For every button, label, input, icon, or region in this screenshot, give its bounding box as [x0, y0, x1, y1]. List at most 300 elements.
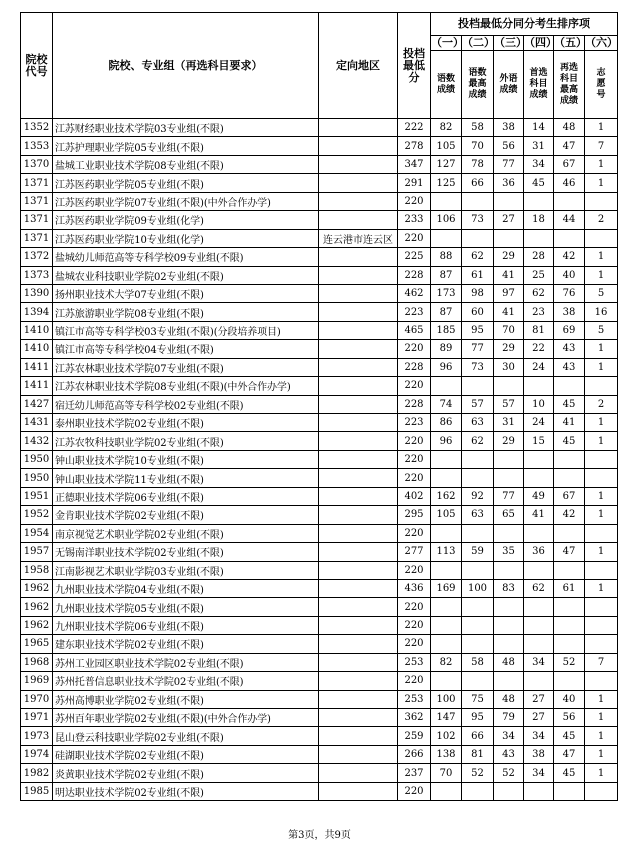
table-row [21, 672, 618, 690]
cell-rank-second-subject-max: 67 [554, 487, 585, 505]
cell-rank-second-subject-max [554, 598, 585, 616]
cell-rank-chinese-math-max: 95 [462, 709, 494, 727]
cell-min-score: 266 [398, 745, 431, 763]
cell-rank-first-subject: 34 [524, 155, 554, 173]
cell-rank-foreign-lang [494, 598, 524, 616]
cell-rank-preference-no: 1 [585, 432, 618, 450]
cell-region [319, 432, 398, 450]
cell-school-code: 1962 [21, 579, 53, 597]
table-row [21, 524, 618, 542]
cell-school-group-name: 钟山职业技术学院10专业组(不限) [53, 450, 319, 468]
cell-rank-second-subject-max: 40 [554, 690, 585, 708]
cell-rank-foreign-lang: 48 [494, 653, 524, 671]
cell-rank-foreign-lang: 29 [494, 432, 524, 450]
cell-region [319, 506, 398, 524]
cell-rank-chinese-math: 88 [431, 248, 462, 266]
cell-rank-preference-no: 1 [585, 414, 618, 432]
cell-rank-second-subject-max [554, 672, 585, 690]
cell-region [319, 598, 398, 616]
cell-rank-second-subject-max [554, 469, 585, 487]
cell-rank-first-subject: 36 [524, 543, 554, 561]
cell-region [319, 635, 398, 653]
cell-school-code: 1431 [21, 414, 53, 432]
cell-rank-first-subject [524, 782, 554, 800]
cell-min-score: 220 [398, 450, 431, 468]
cell-rank-preference-no: 1 [585, 487, 618, 505]
cell-rank-foreign-lang: 77 [494, 487, 524, 505]
cell-min-score: 223 [398, 303, 431, 321]
cell-rank-chinese-math: 185 [431, 321, 462, 339]
cell-rank-chinese-math-max: 70 [462, 137, 494, 155]
cell-rank-chinese-math-max [462, 229, 494, 247]
cell-region [319, 653, 398, 671]
cell-min-score: 220 [398, 377, 431, 395]
cell-rank-chinese-math [431, 469, 462, 487]
cell-region [319, 321, 398, 339]
cell-rank-chinese-math: 70 [431, 764, 462, 782]
cell-rank-chinese-math: 138 [431, 745, 462, 763]
cell-rank-second-subject-max [554, 635, 585, 653]
cell-rank-foreign-lang [494, 377, 524, 395]
cell-rank-foreign-lang: 27 [494, 211, 524, 229]
cell-rank-foreign-lang: 57 [494, 395, 524, 413]
cell-rank-foreign-lang [494, 635, 524, 653]
cell-school-group-name: 扬州职业技术大学07专业组(不限) [53, 284, 319, 302]
table-row [21, 192, 618, 210]
cell-school-code: 1411 [21, 358, 53, 376]
cell-school-group-name: 苏州工业园区职业技术学院02专业组(不限) [53, 653, 319, 671]
table-row [21, 229, 618, 247]
cell-rank-foreign-lang: 83 [494, 579, 524, 597]
cell-school-code: 1410 [21, 321, 53, 339]
cell-region [319, 616, 398, 634]
cell-rank-first-subject [524, 192, 554, 210]
table-row [21, 653, 618, 671]
cell-school-code: 1432 [21, 432, 53, 450]
cell-rank-foreign-lang: 34 [494, 727, 524, 745]
cell-school-code: 1950 [21, 450, 53, 468]
cell-min-score: 253 [398, 653, 431, 671]
cell-rank-second-subject-max: 43 [554, 358, 585, 376]
cell-school-group-name: 宿迁幼儿师范高等专科学校02专业组(不限) [53, 395, 319, 413]
cell-school-group-name: 江苏医药职业学院10专业组(化学) [53, 229, 319, 247]
table-row [21, 340, 618, 358]
cell-rank-chinese-math-max: 98 [462, 284, 494, 302]
cell-rank-preference-no: 1 [585, 340, 618, 358]
cell-rank-second-subject-max: 45 [554, 764, 585, 782]
cell-school-group-name: 江苏医药职业学院09专业组(化学) [53, 211, 319, 229]
cell-school-code: 1952 [21, 506, 53, 524]
cell-min-score: 223 [398, 414, 431, 432]
cell-rank-chinese-math-max: 77 [462, 340, 494, 358]
cell-rank-chinese-math: 82 [431, 653, 462, 671]
cell-rank-chinese-math: 105 [431, 137, 462, 155]
cell-rank-second-subject-max: 38 [554, 303, 585, 321]
cell-school-code: 1390 [21, 284, 53, 302]
cell-rank-preference-no: 1 [585, 266, 618, 284]
cell-rank-chinese-math: 96 [431, 358, 462, 376]
cell-rank-first-subject: 28 [524, 248, 554, 266]
cell-region [319, 137, 398, 155]
cell-rank-preference-no: 1 [585, 727, 618, 745]
cell-rank-preference-no [585, 469, 618, 487]
cell-rank-chinese-math [431, 524, 462, 542]
cell-rank-first-subject: 81 [524, 321, 554, 339]
cell-rank-chinese-math: 113 [431, 543, 462, 561]
cell-school-group-name: 江苏医药职业学院07专业组(不限)(中外合作办学) [53, 192, 319, 210]
header-school-code: 院校 代号 [21, 13, 53, 119]
cell-rank-chinese-math-max [462, 192, 494, 210]
cell-school-group-name: 苏州高博职业学院02专业组(不限) [53, 690, 319, 708]
cell-rank-foreign-lang [494, 672, 524, 690]
cell-school-code: 1969 [21, 672, 53, 690]
cell-rank-first-subject: 18 [524, 211, 554, 229]
cell-rank-first-subject [524, 598, 554, 616]
cell-school-group-name: 江苏农林职业技术学院07专业组(不限) [53, 358, 319, 376]
cell-rank-chinese-math-max [462, 450, 494, 468]
cell-school-group-name: 江苏医药职业学院05专业组(不限) [53, 174, 319, 192]
rank-col-label: 首选 科目 成绩 [524, 51, 554, 119]
cell-school-group-name: 无锡南洋职业技术学院02专业组(不限) [53, 543, 319, 561]
cell-school-code: 1353 [21, 137, 53, 155]
cell-school-group-name: 江苏农牧科技职业学院02专业组(不限) [53, 432, 319, 450]
cell-school-group-name: 正德职业技术学院06专业组(不限) [53, 487, 319, 505]
cell-rank-second-subject-max: 47 [554, 137, 585, 155]
table-row [21, 690, 618, 708]
table-row [21, 414, 618, 432]
cell-rank-chinese-math-max: 63 [462, 414, 494, 432]
rank-col-number: （二） [462, 36, 495, 49]
table-row [21, 506, 618, 524]
cell-rank-first-subject: 41 [524, 506, 554, 524]
header-rank-group: 投档最低分同分考生排序项 [431, 13, 618, 36]
cell-rank-chinese-math-max [462, 635, 494, 653]
cell-rank-chinese-math: 86 [431, 414, 462, 432]
cell-school-group-name: 建东职业技术学院02专业组(不限) [53, 635, 319, 653]
cell-rank-foreign-lang [494, 469, 524, 487]
cell-rank-foreign-lang: 70 [494, 321, 524, 339]
table-row [21, 764, 618, 782]
cell-school-group-name: 金肯职业技术学院02专业组(不限) [53, 506, 319, 524]
cell-rank-chinese-math: 169 [431, 579, 462, 597]
cell-min-score: 291 [398, 174, 431, 192]
cell-region [319, 284, 398, 302]
cell-rank-second-subject-max: 52 [554, 653, 585, 671]
cell-rank-first-subject: 22 [524, 340, 554, 358]
table-row [21, 561, 618, 579]
cell-rank-second-subject-max [554, 616, 585, 634]
cell-rank-foreign-lang [494, 229, 524, 247]
cell-rank-foreign-lang: 97 [494, 284, 524, 302]
cell-rank-foreign-lang: 52 [494, 764, 524, 782]
cell-rank-foreign-lang: 29 [494, 248, 524, 266]
cell-school-code: 1973 [21, 727, 53, 745]
cell-rank-first-subject [524, 561, 554, 579]
cell-rank-first-subject [524, 524, 554, 542]
cell-rank-second-subject-max: 76 [554, 284, 585, 302]
cell-min-score: 228 [398, 395, 431, 413]
cell-region [319, 450, 398, 468]
cell-rank-chinese-math: 147 [431, 709, 462, 727]
cell-region [319, 248, 398, 266]
cell-rank-foreign-lang: 43 [494, 745, 524, 763]
cell-rank-chinese-math-max: 78 [462, 155, 494, 173]
table-row [21, 616, 618, 634]
cell-rank-chinese-math-max [462, 616, 494, 634]
cell-rank-preference-no: 1 [585, 358, 618, 376]
cell-min-score: 220 [398, 561, 431, 579]
cell-rank-foreign-lang [494, 524, 524, 542]
cell-rank-first-subject: 15 [524, 432, 554, 450]
cell-rank-chinese-math-max: 66 [462, 727, 494, 745]
cell-rank-chinese-math-max [462, 524, 494, 542]
cell-school-group-name: 昆山登云科技职业学院02专业组(不限) [53, 727, 319, 745]
cell-rank-chinese-math: 87 [431, 266, 462, 284]
cell-region: 连云港市连云区 [319, 229, 398, 247]
cell-rank-second-subject-max [554, 782, 585, 800]
table-row [21, 321, 618, 339]
cell-rank-foreign-lang: 65 [494, 506, 524, 524]
cell-min-score: 225 [398, 248, 431, 266]
cell-rank-first-subject: 62 [524, 284, 554, 302]
cell-school-group-name: 江苏护理职业学院05专业组(不限) [53, 137, 319, 155]
cell-rank-chinese-math [431, 672, 462, 690]
header-min-score: 投档 最低 分 [398, 13, 431, 119]
cell-rank-foreign-lang: 31 [494, 414, 524, 432]
cell-rank-chinese-math-max: 95 [462, 321, 494, 339]
cell-rank-chinese-math-max [462, 598, 494, 616]
table-row [21, 598, 618, 616]
cell-rank-chinese-math [431, 598, 462, 616]
cell-school-code: 1962 [21, 616, 53, 634]
cell-rank-chinese-math-max [462, 782, 494, 800]
cell-rank-chinese-math-max [462, 561, 494, 579]
cell-min-score: 220 [398, 598, 431, 616]
cell-rank-chinese-math-max: 59 [462, 543, 494, 561]
table-row [21, 450, 618, 468]
cell-school-group-name: 泰州职业技术学院02专业组(不限) [53, 414, 319, 432]
cell-school-group-name: 江苏旅游职业学院08专业组(不限) [53, 303, 319, 321]
table-row [21, 119, 618, 137]
cell-rank-foreign-lang: 41 [494, 303, 524, 321]
cell-school-code: 1371 [21, 174, 53, 192]
cell-rank-chinese-math-max: 58 [462, 653, 494, 671]
cell-school-code: 1974 [21, 745, 53, 763]
cell-rank-preference-no: 1 [585, 764, 618, 782]
cell-rank-preference-no: 1 [585, 690, 618, 708]
table-row [21, 579, 618, 597]
cell-rank-foreign-lang: 41 [494, 266, 524, 284]
cell-rank-preference-no [585, 192, 618, 210]
cell-school-code: 1370 [21, 155, 53, 173]
cell-rank-second-subject-max [554, 450, 585, 468]
cell-rank-second-subject-max [554, 229, 585, 247]
cell-region [319, 211, 398, 229]
cell-school-code: 1950 [21, 469, 53, 487]
cell-region [319, 377, 398, 395]
cell-rank-first-subject [524, 672, 554, 690]
cell-rank-chinese-math-max: 62 [462, 432, 494, 450]
cell-rank-preference-no: 16 [585, 303, 618, 321]
cell-rank-second-subject-max: 45 [554, 432, 585, 450]
cell-min-score: 220 [398, 524, 431, 542]
cell-school-group-name: 九州职业技术学院04专业组(不限) [53, 579, 319, 597]
cell-school-group-name: 南京视觉艺术职业学院02专业组(不限) [53, 524, 319, 542]
cell-school-group-name: 硅湖职业技术学院02专业组(不限) [53, 745, 319, 763]
cell-rank-foreign-lang [494, 561, 524, 579]
cell-rank-chinese-math: 173 [431, 284, 462, 302]
cell-rank-second-subject-max [554, 192, 585, 210]
cell-region [319, 266, 398, 284]
cell-rank-chinese-math: 125 [431, 174, 462, 192]
cell-rank-preference-no [585, 672, 618, 690]
cell-rank-first-subject: 34 [524, 727, 554, 745]
cell-rank-second-subject-max: 43 [554, 340, 585, 358]
cell-rank-foreign-lang: 29 [494, 340, 524, 358]
cell-rank-foreign-lang: 38 [494, 119, 524, 137]
cell-rank-first-subject [524, 469, 554, 487]
cell-rank-chinese-math [431, 561, 462, 579]
cell-school-code: 1958 [21, 561, 53, 579]
cell-rank-chinese-math [431, 635, 462, 653]
rank-col-label: 再选 科目 最高 成绩 [554, 51, 585, 119]
cell-rank-second-subject-max [554, 561, 585, 579]
cell-region [319, 395, 398, 413]
cell-rank-chinese-math-max [462, 469, 494, 487]
table-row [21, 543, 618, 561]
header-region: 定向地区 [319, 13, 398, 119]
cell-rank-second-subject-max: 42 [554, 506, 585, 524]
cell-region [319, 782, 398, 800]
cell-rank-preference-no [585, 524, 618, 542]
cell-rank-preference-no: 7 [585, 653, 618, 671]
cell-rank-chinese-math-max: 75 [462, 690, 494, 708]
cell-rank-chinese-math: 105 [431, 506, 462, 524]
cell-region [319, 340, 398, 358]
table-row [21, 727, 618, 745]
cell-school-group-name: 盐城幼儿师范高等专科学校09专业组(不限) [53, 248, 319, 266]
cell-min-score: 220 [398, 340, 431, 358]
cell-rank-chinese-math-max: 60 [462, 303, 494, 321]
cell-rank-foreign-lang: 79 [494, 709, 524, 727]
cell-min-score: 237 [398, 764, 431, 782]
cell-rank-second-subject-max: 42 [554, 248, 585, 266]
cell-school-code: 1410 [21, 340, 53, 358]
cell-school-group-name: 明达职业技术学院02专业组(不限) [53, 782, 319, 800]
cell-rank-second-subject-max: 45 [554, 727, 585, 745]
cell-region [319, 303, 398, 321]
cell-rank-foreign-lang: 35 [494, 543, 524, 561]
table-row [21, 745, 618, 763]
cell-rank-first-subject: 45 [524, 174, 554, 192]
page-footer: 第3页，共9页 [288, 830, 351, 841]
cell-school-code: 1394 [21, 303, 53, 321]
cell-school-code: 1965 [21, 635, 53, 653]
rank-col-number: （四） [524, 36, 557, 49]
cell-rank-preference-no: 7 [585, 137, 618, 155]
table-row [21, 284, 618, 302]
rank-col-label: 志 愿 号 [585, 51, 618, 119]
table-row [21, 137, 618, 155]
cell-rank-first-subject: 24 [524, 414, 554, 432]
cell-school-code: 1951 [21, 487, 53, 505]
cell-rank-preference-no: 1 [585, 248, 618, 266]
cell-rank-second-subject-max: 56 [554, 709, 585, 727]
cell-region [319, 709, 398, 727]
cell-school-group-name: 镇江市高等专科学校04专业组(不限) [53, 340, 319, 358]
cell-rank-chinese-math-max: 66 [462, 174, 494, 192]
cell-rank-chinese-math-max: 81 [462, 745, 494, 763]
cell-min-score: 277 [398, 543, 431, 561]
cell-rank-chinese-math: 74 [431, 395, 462, 413]
cell-rank-chinese-math [431, 782, 462, 800]
cell-school-code: 1982 [21, 764, 53, 782]
cell-rank-chinese-math: 106 [431, 211, 462, 229]
cell-rank-second-subject-max: 48 [554, 119, 585, 137]
cell-rank-chinese-math: 82 [431, 119, 462, 137]
cell-rank-first-subject: 38 [524, 745, 554, 763]
cell-min-score: 228 [398, 266, 431, 284]
cell-rank-chinese-math-max [462, 672, 494, 690]
cell-school-group-name: 炎黄职业技术学院02专业组(不限) [53, 764, 319, 782]
cell-min-score: 220 [398, 469, 431, 487]
cell-rank-chinese-math: 96 [431, 432, 462, 450]
cell-rank-second-subject-max [554, 524, 585, 542]
cell-rank-preference-no [585, 561, 618, 579]
cell-rank-preference-no: 1 [585, 579, 618, 597]
cell-rank-first-subject: 23 [524, 303, 554, 321]
cell-rank-foreign-lang [494, 450, 524, 468]
cell-rank-second-subject-max: 40 [554, 266, 585, 284]
rank-col-number: （五） [554, 36, 587, 49]
cell-rank-chinese-math-max: 92 [462, 487, 494, 505]
cell-school-code: 1970 [21, 690, 53, 708]
cell-rank-chinese-math: 162 [431, 487, 462, 505]
table-row [21, 395, 618, 413]
cell-school-group-name: 江苏农林职业技术学院08专业组(不限)(中外合作办学) [53, 377, 319, 395]
cell-rank-preference-no: 5 [585, 321, 618, 339]
cell-rank-chinese-math [431, 192, 462, 210]
cell-school-group-name: 九州职业技术学院05专业组(不限) [53, 598, 319, 616]
cell-rank-preference-no: 1 [585, 119, 618, 137]
cell-region [319, 543, 398, 561]
cell-school-group-name: 镇江市高等专科学校03专业组(不限)(分段培养项目) [53, 321, 319, 339]
cell-rank-chinese-math-max: 100 [462, 579, 494, 597]
cell-rank-second-subject-max: 61 [554, 579, 585, 597]
cell-rank-first-subject [524, 616, 554, 634]
cell-rank-second-subject-max: 67 [554, 155, 585, 173]
cell-region [319, 469, 398, 487]
cell-rank-chinese-math: 89 [431, 340, 462, 358]
cell-rank-chinese-math-max: 73 [462, 358, 494, 376]
cell-min-score: 220 [398, 229, 431, 247]
cell-min-score: 220 [398, 432, 431, 450]
cell-rank-chinese-math-max: 73 [462, 211, 494, 229]
cell-rank-foreign-lang: 56 [494, 137, 524, 155]
cell-school-group-name: 钟山职业技术学院11专业组(不限) [53, 469, 319, 487]
header-school-group: 院校、专业组（再选科目要求） [53, 13, 319, 119]
table-row [21, 303, 618, 321]
cell-region [319, 174, 398, 192]
cell-min-score: 362 [398, 709, 431, 727]
cell-rank-chinese-math-max: 58 [462, 119, 494, 137]
cell-school-group-name: 江苏财经职业技术学院03专业组(不限) [53, 119, 319, 137]
cell-rank-foreign-lang [494, 782, 524, 800]
cell-min-score: 222 [398, 119, 431, 137]
cell-rank-first-subject: 34 [524, 653, 554, 671]
table-row [21, 487, 618, 505]
table-row [21, 635, 618, 653]
